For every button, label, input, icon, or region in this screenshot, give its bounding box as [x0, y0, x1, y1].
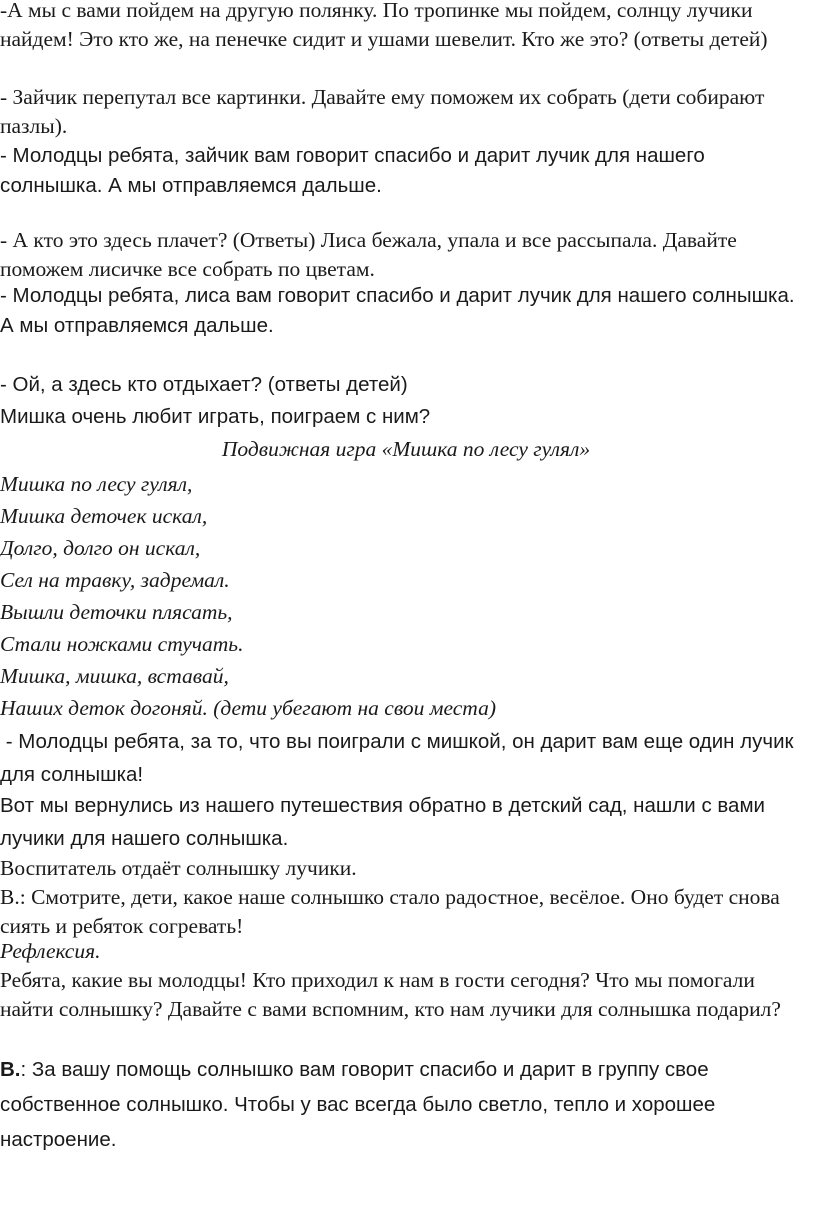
paragraph-bear-thanks: - Молодцы ребята, за то, что вы поиграли с мишкой, он дарит вам еще один лучик для солнышка!	[0, 730, 800, 786]
paragraph-sun-happy: В.: Смотрите, дети, какое наше солнышко стало радостное, весёлое. Оно будет снова сиять и ребяток согревать!	[0, 885, 780, 938]
poem	[0, 468, 812, 724]
poem-line: Стали ножками стучать.	[0, 632, 244, 656]
paragraph-teacher-gives: Воспитатель отдаёт солнышку лучики.	[0, 856, 357, 880]
poem-line: Вышли деточки плясать,	[0, 600, 233, 624]
poem-line: Сел на травку, задремал.	[0, 568, 230, 592]
poem-line: Мишка деточек искал,	[0, 504, 208, 528]
paragraph-who-rests: - Ой, а здесь кто отдыхает? (ответы детей)	[0, 373, 408, 396]
poem-line: Наших деток догоняй. (дети убегают на свои места)	[0, 696, 496, 720]
paragraph-intro: -А мы с вами пойдем на другую полянку. По тропинке мы пойдем, солнцу лучики найдем! Это кто же, на пенечке сидит и ушами шевелит. Кто же это? (ответы детей)	[0, 0, 768, 51]
paragraph-fox: - А кто это здесь плачет? (Ответы) Лиса бежала, упала и все рассыпала. Давайте поможем лисичке все собрать по цветам.	[0, 228, 737, 281]
paragraph-fox-thanks: - Молодцы ребята, лиса вам говорит спасибо и дарит лучик для нашего солнышка. А мы отправляемся дальше.	[0, 284, 795, 337]
paragraph-bunny-puzzle: - Зайчик перепутал все картинки. Давайте ему поможем их собрать (дети собирают пазлы).	[0, 85, 765, 138]
poem-line: Мишка, мишка, вставай,	[0, 664, 229, 688]
final-text: : За вашу помощь солнышко вам говорит спасибо и дарит в группу свое собственное солнышко. Чтобы у вас всегда было светло, тепло и хорошее настроение.	[0, 1058, 716, 1151]
poem-line: Мишка по лесу гулял,	[0, 472, 193, 496]
game-title: Подвижная игра «Мишка по лесу гулял»	[221, 437, 591, 461]
speaker-label: В.	[0, 1058, 21, 1081]
paragraph-final	[0, 1052, 812, 1157]
paragraph-bear-play: Мишка очень любит играть, поиграем с ним?	[0, 405, 431, 428]
paragraph-bunny-thanks: - Молодцы ребята, зайчик вам говорит спасибо и дарит лучик для нашего солнышка. А мы отправляемся дальше.	[0, 144, 705, 197]
heading-reflection: Рефлексия.	[0, 939, 101, 963]
paragraph-return: Вот мы вернулись из нашего путешествия обратно в детский сад, нашли с вами лучики для нашего солнышка.	[0, 794, 766, 850]
paragraph-reflection-questions: Ребята, какие вы молодцы! Кто приходил к нам в гости сегодня? Что мы помогали найти солнышку? Давайте с вами вспомним, кто нам лучики для солнышка подарил?	[0, 968, 781, 1021]
poem-line: Долго, долго он искал,	[0, 536, 201, 560]
